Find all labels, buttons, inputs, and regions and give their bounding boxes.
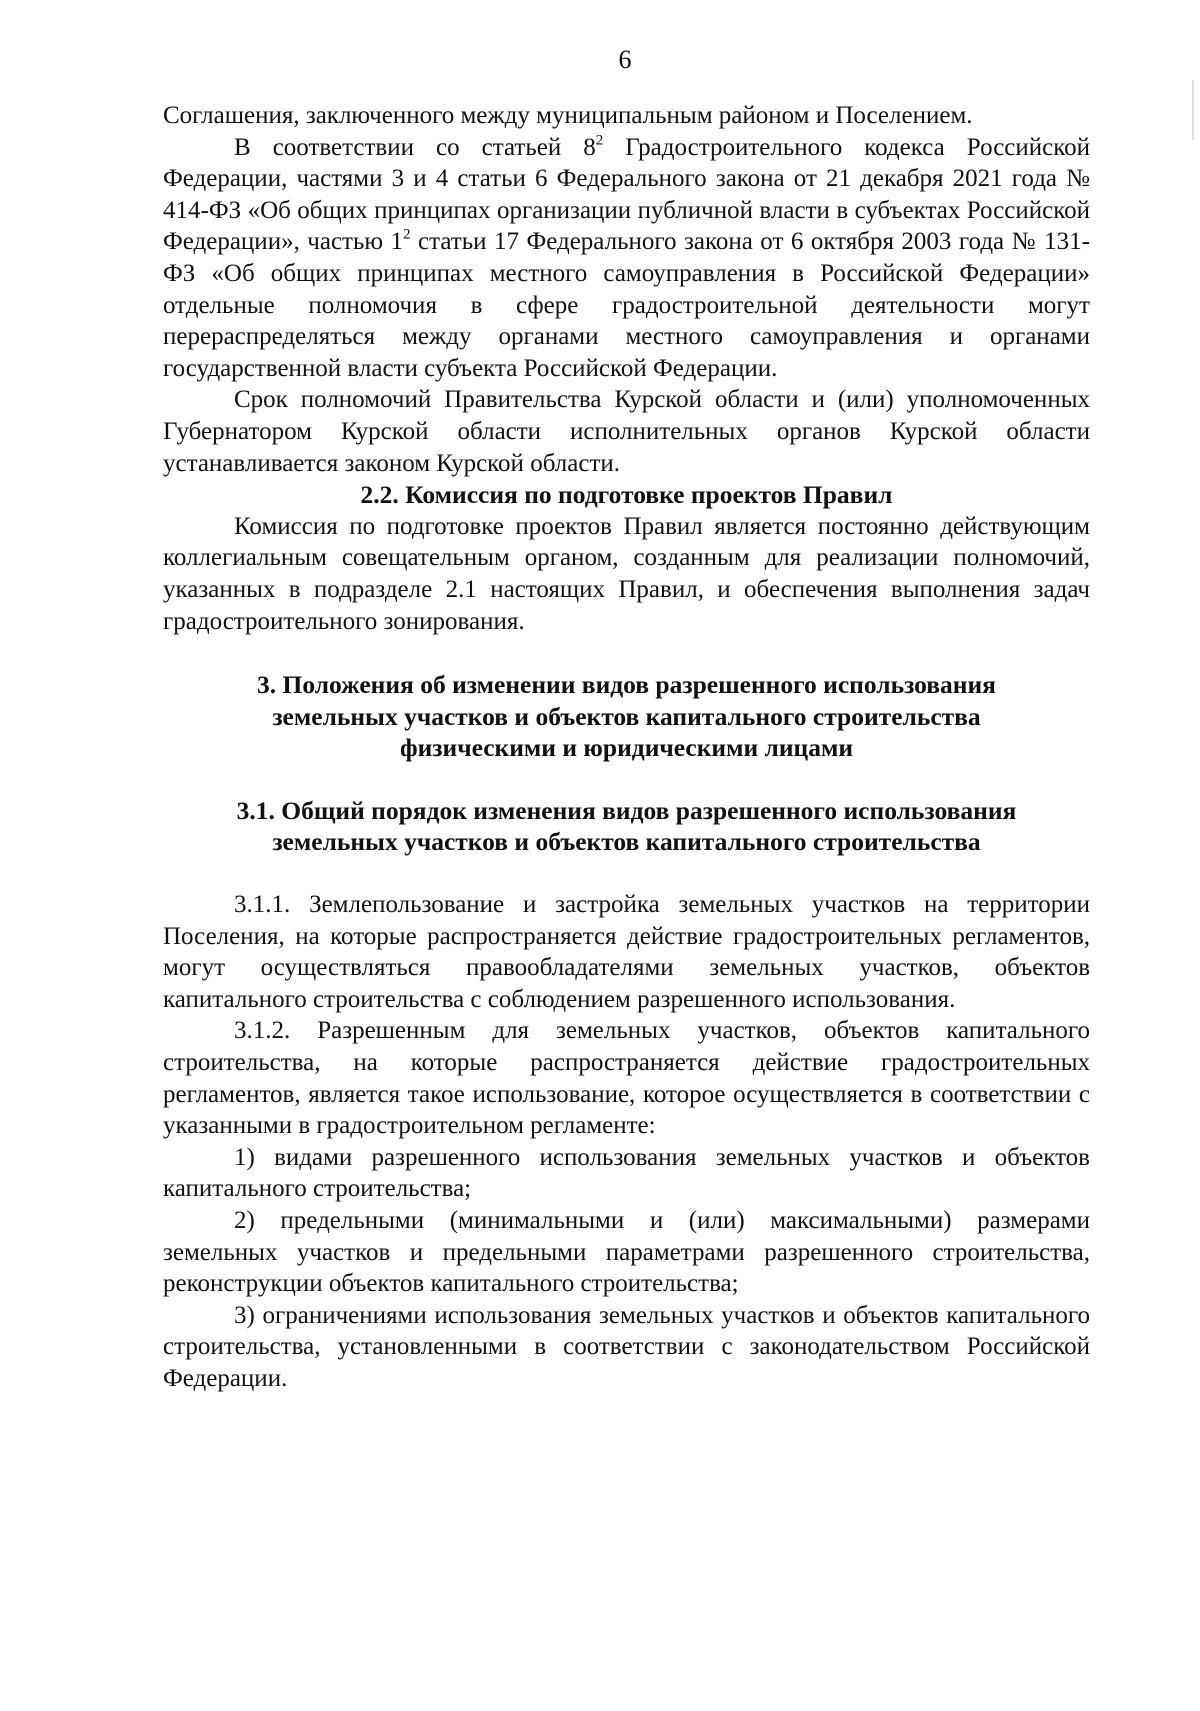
document-body [163,100,1090,1395]
page-number: 6 [618,45,632,74]
heading-2-2: 2.2. Комиссия по подготовке проектов Правил [360,480,893,510]
heading-line: земельных участков и объектов капитального строительства [272,827,981,857]
superscript: 2 [403,226,411,243]
heading-line: земельных участков и объектов капитального строительства [272,701,981,731]
paragraph-text: Градостроительного кодекса Российской Федерации, частями 3 и 4 статьи 6 Федерального закона от 21 декабря 2021 года № 414-ФЗ «Об общих принципах организации публичной власти в субъектах Российской Федерации», частью 1 [163,133,1091,256]
paragraph-3-1-1: 3.1.1. Землепользование и застройка земельных участков на территории Поселения, на которые распространяется действие градостроительных регламентов, могут осуществляться правообладателями земельных участков, объектов капитального строительства с соблюдением разрешенного использования. [163,891,1090,1013]
paragraph-text: В соответствии со статьей 8 [234,133,596,161]
scan-edge-mark [1192,80,1194,140]
list-item-3: 3) ограничениями использования земельных участков и объектов капитального строительства, установленными в соответствии с законодательством Российской Федерации. [163,1301,1090,1392]
paragraph-commission: Комиссия по подготовке проектов Правил является постоянно действующим коллегиальным совещательным органом, созданным для реализации полномочий, указанных в подразделе 2.1 настоящих Правил, и обеспечения выполнения задач градостроительного зонирования. [163,512,1090,635]
paragraph-term: Срок полномочий Правительства Курской области и (или) уполномоченных Губернатором Курской области исполнительных органов Курской области устанавливается законом Курской области. [163,386,1090,477]
list-item-1: 1) видами разрешенного использования земельных участков и объектов капитального строительства; [163,1143,1090,1203]
paragraph-text: статьи 17 Федерального закона от 6 октября 2003 года № 131-ФЗ «Об общих принципах местного самоуправления в Российской Федерации» отдельные полномочия в сфере градостроительной деятельности могут перераспределяться между органами местного самоуправления и органами государственной власти субъекта Российской Федерации. [163,228,1090,382]
superscript: 2 [595,132,604,149]
list-item-2: 2) предельными (минимальными и (или) максимальными) размерами земельных участков и предельными параметрами разрешенного строительства, реконструкции объектов капитального строительства; [163,1207,1090,1298]
paragraph-legal-basis [163,132,1090,385]
paragraph-3-1-2: 3.1.2. Разрешенным для земельных участков, объектов капитального строительства, на которые распространяется действие градостроительных регламентов, является такое использование, которое осуществляется в соответствии с указанными в градостроительном регламенте: [163,1017,1090,1140]
heading-3 [163,669,1090,764]
heading-line: физическими и юридическими лицами [399,733,854,763]
paragraph-continuation: Соглашения, заключенного между муниципальным районом и Поселением. [163,102,973,129]
heading-3-1 [163,795,1090,858]
heading-line: 3.1. Общий порядок изменения видов разрешенного использования [236,795,1017,825]
heading-line: 3. Положения об изменении видов разрешенного использования [257,670,996,700]
